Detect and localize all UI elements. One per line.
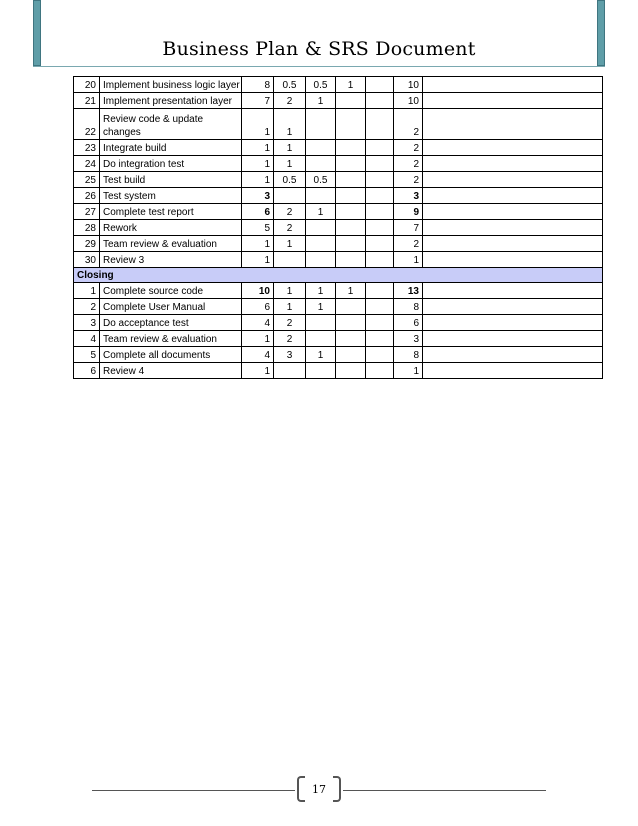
- table-row: 25 Test build 1 0.5 0.5 2: [74, 172, 603, 188]
- section-header-row: [74, 268, 603, 283]
- footer-rule-right: [343, 790, 546, 791]
- table-row: 26 Test system 3 3: [74, 188, 603, 204]
- footer-rule-left: [92, 790, 295, 791]
- table-row: 2 Complete User Manual 6 1 1 8: [74, 299, 603, 315]
- table-row: 20 Implement business logic layer 8 0.5 0.5 1 10: [74, 77, 603, 93]
- table-row: 1 Complete source code 10 1 1 1 13: [74, 283, 603, 299]
- left-brace: [297, 776, 305, 802]
- table-row: 30 Review 3 1 1: [74, 252, 603, 268]
- table-row: 24 Do integration test 1 1 2: [74, 156, 603, 172]
- table-row: 3 Do acceptance test 4 2 6: [74, 315, 603, 331]
- table-row: 23 Integrate build 1 1 2: [74, 140, 603, 156]
- right-brace: [333, 776, 341, 802]
- table-row: 6 Review 4 1 1: [74, 363, 603, 379]
- section-title: Closing: [74, 268, 603, 283]
- table-row: 21 Implement presentation layer 7 2 1 10: [74, 93, 603, 109]
- table-row: 5 Complete all documents 4 3 1 8: [74, 347, 603, 363]
- table-row: 22 Review code & update changes 1 1 2: [74, 109, 603, 140]
- effort-table: [73, 76, 603, 379]
- table-row: 4 Team review & evaluation 1 2 3: [74, 331, 603, 347]
- header-divider: [33, 66, 605, 67]
- page-title: Business Plan & SRS Document: [162, 38, 476, 60]
- table-row: 28 Rework 5 2 7: [74, 220, 603, 236]
- page-number: 17: [312, 783, 326, 796]
- table-row: 29 Team review & evaluation 1 1 2: [74, 236, 603, 252]
- table-row: 27 Complete test report 6 2 1 9: [74, 204, 603, 220]
